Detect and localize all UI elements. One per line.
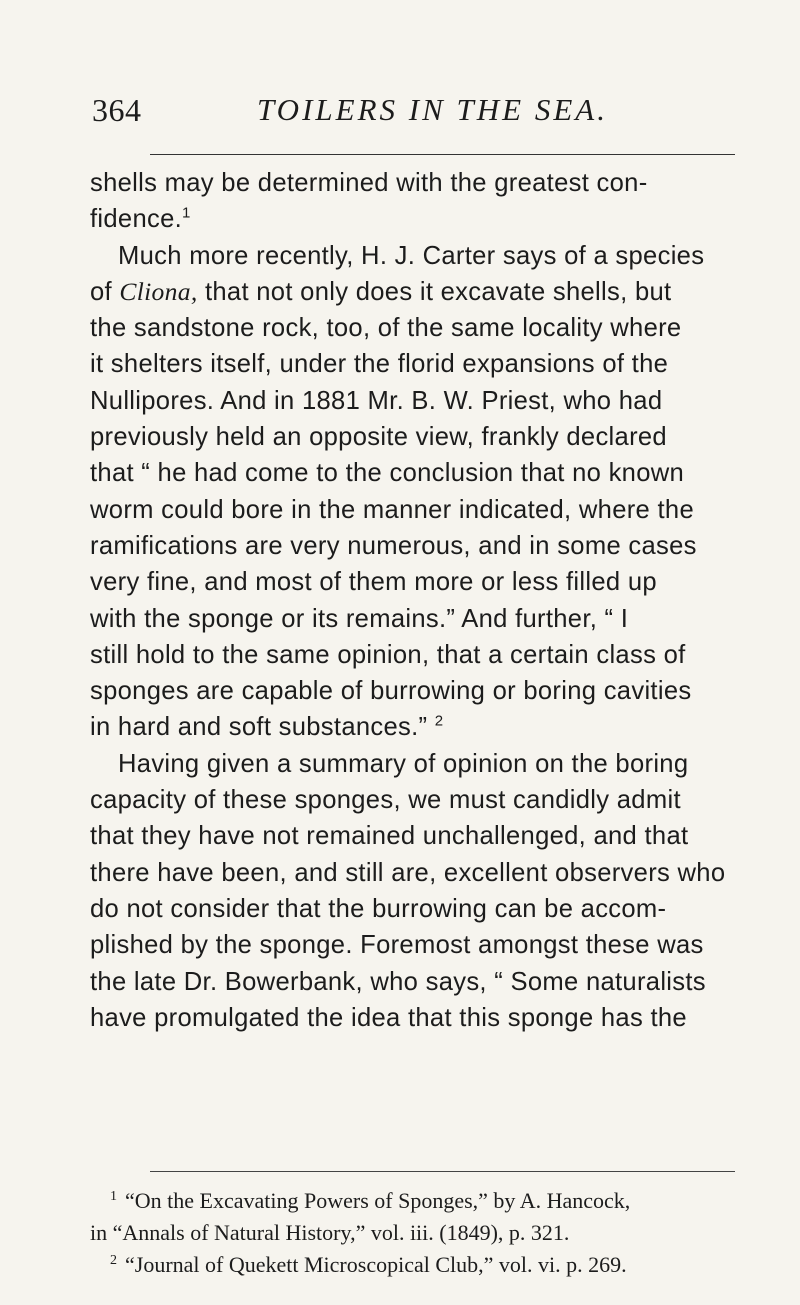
text-line: do not consider that the burrowing can be accom- (90, 894, 667, 923)
text-line: that they have not remained unchallenged, and that (90, 822, 689, 851)
footnote-2: $^2$ “Journal of Quekett Microscopical Club,” vol. vi. p. 269. (110, 1252, 627, 1277)
footnote-ref: 2 (434, 712, 444, 730)
footnote-1: $^1$ “On the Excavating Powers of Sponges,” by A. Hancock, (110, 1188, 631, 1213)
text-line: have promulgated the idea that this sponge has the (90, 1003, 687, 1032)
text-line: ramifications are very numerous, and in some cases (90, 531, 697, 560)
page-number: 364 (92, 92, 142, 128)
text-line: in hard and soft substances.” $^2$ (90, 712, 444, 742)
footnote-mark: 1 (110, 1188, 117, 1204)
text-line: Much more recently, H. J. Carter says of a species (118, 241, 705, 270)
text-line: Having given a summary of opinion on the boring (118, 749, 689, 778)
text-line: that “ he had come to the conclusion that no known (90, 459, 685, 488)
header-rule (150, 154, 735, 155)
text-line: sponges are capable of burrowing or boring cavities (90, 677, 692, 706)
italic-genus-name: Cliona, (119, 276, 198, 306)
text-line: the late Dr. Bowerbank, who says, “ Some naturalists (90, 967, 706, 996)
text-line: fidence.$^1$ (90, 204, 191, 234)
running-title: TOILERS IN THE SEA. (257, 92, 608, 127)
page-header (92, 92, 740, 132)
footnote-rule (150, 1171, 735, 1172)
text-line: capacity of these sponges, we must candidly admit (90, 786, 681, 815)
footnote-mark: 2 (110, 1252, 117, 1268)
text-line: Nullipores. And in 1881 Mr. B. W. Priest, who had (90, 386, 663, 415)
footnote-1-continued: in “Annals of Natural History,” vol. iii. (1849), p. 321. (90, 1220, 570, 1245)
text-line: previously held an opposite view, frankly declared (90, 423, 667, 452)
text-line: there have been, and still are, excellent observers who (90, 858, 726, 887)
body-text (90, 165, 740, 1036)
text-line: it shelters itself, under the florid expansions of the (90, 350, 669, 379)
footnotes (90, 1185, 740, 1281)
text-line: worm could bore in the manner indicated, where the (90, 495, 694, 524)
footnote-ref: 1 (182, 204, 191, 222)
text-line: shells may be determined with the greatest con- (90, 169, 648, 197)
text-line: of Cliona, that not only does it excavate shells, but (90, 276, 672, 306)
text-line: plished by the sponge. Foremost amongst these was (90, 931, 704, 960)
text-line: the sandstone rock, too, of the same locality where (90, 314, 682, 343)
text-line: with the sponge or its remains.” And further, “ I (90, 604, 629, 633)
text-line: very fine, and most of them more or less filled up (90, 568, 657, 597)
text-line: still hold to the same opinion, that a certain class of (90, 640, 686, 669)
